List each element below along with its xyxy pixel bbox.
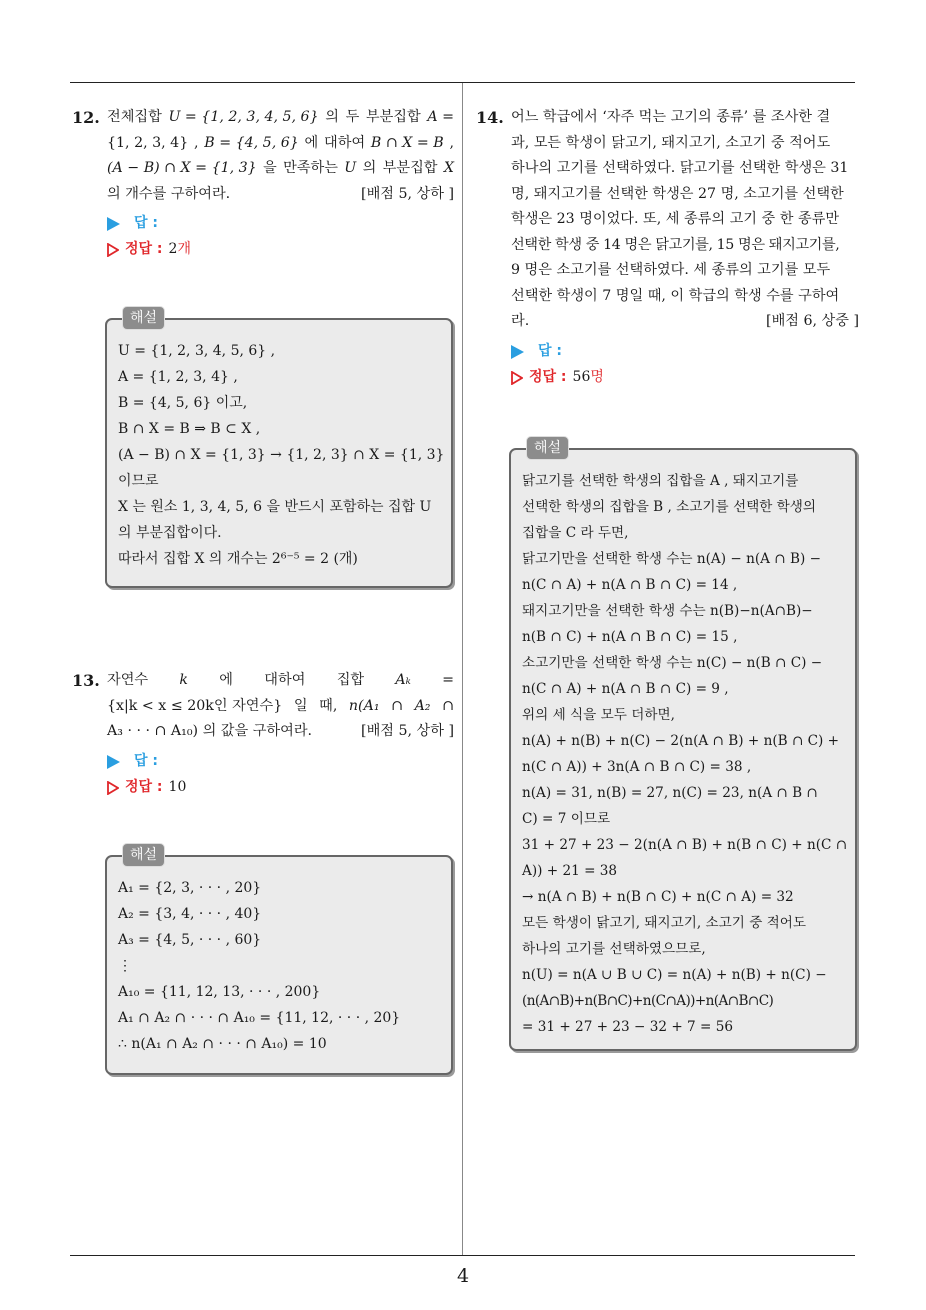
solution-box-13 (105, 847, 453, 1075)
solution-line: 돼지고기만을 선택한 학생 수는 n(B)−n(A∩B)− (522, 603, 813, 619)
answer-label: 답 : (134, 752, 158, 769)
problem-line (107, 105, 454, 131)
solution-line: 31 + 27 + 23 − 2(n(A ∩ B) + n(B ∩ C) + n(C ∩ (522, 837, 848, 853)
word: 대하여 (264, 672, 306, 688)
correct-answer-row (511, 365, 859, 391)
solution-line: X 는 원소 1, 3, 4, 5, 6 을 반드시 포함하는 집합 U (118, 499, 432, 515)
score-label: [배점 6, 상중 ] (766, 313, 859, 329)
solution-line: A)) + 21 = 38 (522, 863, 618, 879)
answer-row (107, 211, 454, 237)
solution-line: n(C ∩ A)) + 3n(A ∩ B ∩ C) = 38 , (522, 759, 752, 775)
problem-line (511, 309, 859, 335)
problem-line (107, 156, 454, 182)
solution-line: n(C ∩ A) + n(A ∩ B ∩ C) = 9 , (522, 681, 729, 697)
math: A = (427, 109, 454, 125)
solution-line: B = {4, 5, 6} 이고, (118, 395, 248, 411)
word: 대하여 (324, 134, 366, 151)
problem-line (107, 131, 454, 157)
solution-line: B ∩ X = B ⇒ B ⊂ X , (118, 421, 261, 437)
solution-line: A₁ = {2, 3, · · · , 20} (118, 880, 262, 896)
solution-line: n(C ∩ A) + n(A ∩ B ∩ C) = 14 , (522, 577, 738, 593)
problem-line: 하나의 고기를 선택하였다. 닭고기를 선택한 학생은 31 (511, 160, 849, 176)
word: , (193, 134, 199, 151)
answer-label: 답 : (134, 215, 158, 232)
word: 부분집합 (365, 109, 421, 125)
solution-line: ∴ n(A₁ ∩ A₂ ∩ · · · ∩ A₁₀) = 10 (118, 1036, 327, 1052)
math: X (443, 160, 454, 176)
math: U (344, 160, 357, 176)
solution-line: U = {1, 2, 3, 4, 5, 6} , (118, 343, 276, 359)
problem-line (107, 719, 454, 745)
math: {1, 2, 3, 4} (107, 134, 189, 151)
solution-line: 소고기만을 선택한 학생 수는 n(C) − n(B ∩ C) − (522, 655, 823, 671)
solution-line: 모든 학생이 닭고기, 돼지고기, 소고기 중 적어도 (522, 915, 807, 931)
page-number: 4 (456, 1265, 470, 1287)
correct-unit: 명 (590, 368, 604, 385)
problem-line (107, 182, 454, 208)
word: , (449, 134, 454, 151)
solution-tag: 해설 (526, 436, 569, 460)
solution-line: 위의 세 식을 모두 더하면, (522, 707, 675, 723)
problem-14 (476, 105, 859, 391)
problem-line: 선택한 학생 중 14 명은 닭고기를, 15 명은 돼지고기를, (511, 236, 840, 253)
problem-line (107, 694, 454, 720)
word: 자연수 (107, 672, 149, 688)
solution-line: n(A) + n(B) + n(C) − 2(n(A ∩ B) + n(B ∩ C) + (522, 733, 840, 749)
problem-line: 학생은 23 명이었다. 또, 세 종류의 고기 중 한 종류만 (511, 211, 840, 227)
word: 집합 (336, 672, 365, 688)
problem-line: 어느 학급에서 ‘자주 먹는 고기의 종류’ 를 조사한 결 (511, 109, 831, 125)
word: 의 (325, 109, 339, 125)
correct-answer-row (107, 775, 454, 801)
solution-line: 닭고기만을 선택한 학생 수는 n(A) − n(A ∩ B) − (522, 551, 821, 567)
correct-value: 56 (572, 368, 591, 385)
correct-unit: 개 (177, 241, 191, 258)
math: k (179, 672, 189, 688)
math: ∩ (391, 697, 403, 714)
problem-text (107, 105, 454, 207)
problem-line: 9 명은 소고기를 선택하였다. 세 종류의 고기를 모두 (511, 262, 831, 278)
math: ∩ (442, 697, 454, 714)
score-label: [배점 5, 상하 ] (361, 185, 454, 202)
answer-row (511, 339, 859, 365)
score-label: [배점 5, 상하 ] (361, 723, 454, 739)
word: 두 (345, 109, 360, 125)
solution-line: n(U) = n(A ∪ B ∪ C) = n(A) + n(B) + n(C) − (522, 967, 827, 983)
word: 때, (319, 697, 338, 714)
correct-answer-row (107, 237, 454, 263)
problem-13 (72, 668, 454, 801)
column-divider (462, 83, 463, 1256)
solution-line: A = {1, 2, 3, 4} , (118, 369, 238, 385)
correct-label: 정답 : (529, 368, 567, 385)
math: Aₖ (395, 672, 411, 688)
problem-line: 선택한 학생이 7 명일 때, 이 학급의 학생 수를 구하여 (511, 287, 840, 304)
problem-line: 과, 모든 학생이 닭고기, 돼지고기, 소고기 중 적어도 (511, 134, 831, 151)
solution-line: 닭고기를 선택한 학생의 집합을 A , 돼지고기를 (522, 473, 799, 489)
problem-last-line: 라. (511, 313, 530, 329)
solution-line: n(A) = 31, n(B) = 27, n(C) = 23, n(A ∩ B ∩ (522, 785, 818, 801)
problem-number: 14. (476, 108, 504, 127)
word: 에 (304, 134, 319, 151)
solution-box-14 (509, 440, 857, 1051)
solution-tag: 해설 (122, 306, 165, 330)
solution-line: A₂ = {3, 4, · · · , 40} (118, 906, 262, 922)
solution-line: (A − B) ∩ X = {1, 3} → {1, 2, 3} ∩ X = {1, 3} (118, 447, 445, 463)
correct-value: 2 (168, 241, 178, 258)
solution-line: 집합을 C 라 두면, (522, 525, 629, 541)
math: (A − B) ∩ X = {1, 3} (107, 160, 257, 176)
math: n(A₁ (348, 697, 380, 714)
math: A₂ (414, 697, 431, 714)
word: 부분집합 (382, 160, 438, 176)
word: 의 (362, 160, 377, 176)
solution-line: (n(A∩B)+n(B∩C)+n(C∩A))+n(A∩B∩C) (522, 993, 774, 1009)
correct-arrow-icon (107, 781, 119, 795)
correct-arrow-icon (511, 371, 523, 385)
answer-label: 답 : (538, 342, 562, 359)
word: 만족하는 (283, 160, 338, 176)
problem-text (511, 105, 859, 335)
solution-line: A₃ = {4, 5, · · · , 60} (118, 932, 262, 948)
math: U = {1, 2, 3, 4, 5, 6} (168, 109, 319, 125)
solution-line: ⋮ (118, 958, 132, 974)
math: {x|k < x ≤ 20k인 자연수} (107, 697, 283, 714)
math: B = {4, 5, 6} (204, 134, 299, 151)
solution-box-12 (105, 310, 453, 588)
solution-line: C) = 7 이므로 (522, 811, 611, 827)
bottom-rule (70, 1255, 855, 1256)
answer-arrow-icon (107, 755, 120, 769)
correct-label: 정답 : (125, 241, 163, 258)
solution-line: 선택한 학생의 집합을 B , 소고기를 선택한 학생의 (522, 499, 817, 515)
solution-line: 이므로 (118, 473, 159, 489)
problem-12 (72, 105, 454, 263)
solution-line: → n(A ∩ B) + n(B ∩ C) + n(C ∩ A) = 32 (522, 889, 794, 905)
solution-line: A₁ ∩ A₂ ∩ · · · ∩ A₁₀ = {11, 12, · · · , 20} (118, 1010, 401, 1026)
answer-row (107, 749, 454, 775)
problem-text (107, 668, 454, 745)
problem-number: 13. (72, 671, 100, 690)
solution-line: = 31 + 27 + 23 − 32 + 7 = 56 (522, 1019, 734, 1035)
solution-line: 의 부분집합이다. (118, 525, 222, 541)
correct-arrow-icon (107, 243, 119, 257)
correct-value: 10 (168, 778, 187, 795)
problem-line: 명, 돼지고기를 선택한 학생은 27 명, 소고기를 선택한 (511, 185, 844, 202)
word: 전체집합 (107, 109, 162, 125)
solution-line: 따라서 집합 X 의 개수는 2⁶⁻⁵ = 2 (개) (118, 551, 358, 567)
problem-last-line: A₃ · · · ∩ A₁₀) 의 값을 구하여라. (107, 723, 313, 739)
answer-arrow-icon (107, 217, 120, 231)
solution-tag: 해설 (122, 843, 165, 867)
solution-line: A₁₀ = {11, 12, 13, · · · , 200} (118, 984, 321, 1000)
word: 일 (293, 697, 308, 714)
math: B ∩ X = B (370, 134, 444, 151)
solution-line: n(B ∩ C) + n(A ∩ B ∩ C) = 15 , (522, 629, 738, 645)
word: 에 (219, 672, 234, 688)
problem-last-line: 의 개수를 구하여라. (107, 185, 231, 202)
problem-line (107, 668, 454, 694)
solution-line: 하나의 고기를 선택하였으므로, (522, 941, 706, 957)
problem-number: 12. (72, 108, 100, 127)
correct-label: 정답 : (125, 778, 163, 795)
answer-arrow-icon (511, 345, 524, 359)
word: 을 (263, 160, 277, 176)
math: = (442, 672, 454, 688)
